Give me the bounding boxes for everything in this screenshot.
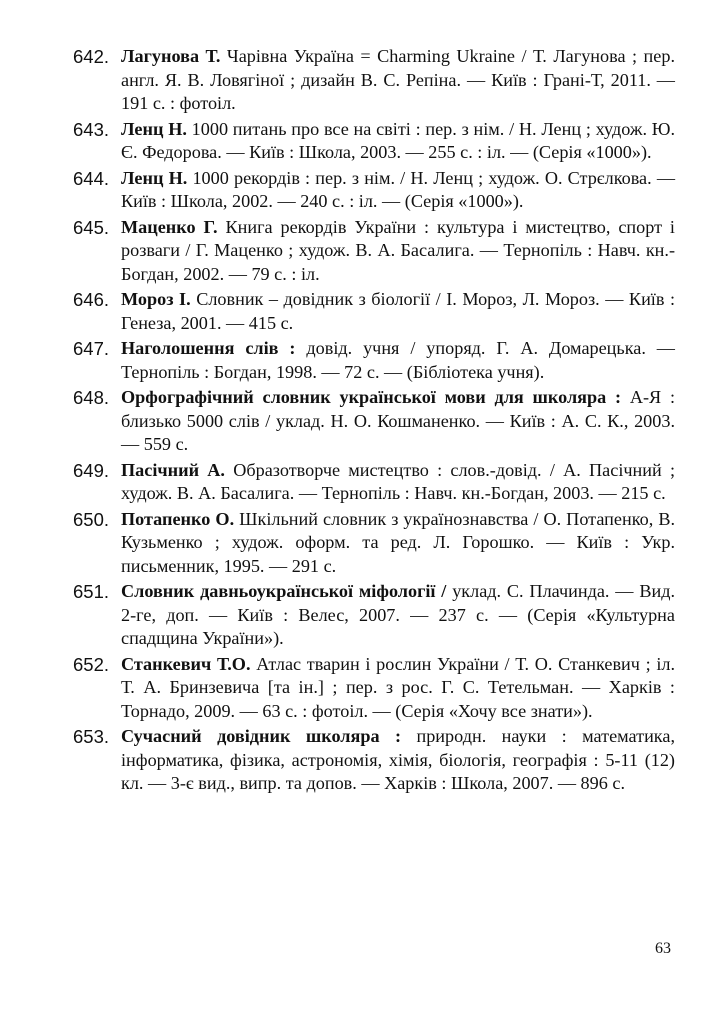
page-number: 63 [655,940,671,957]
bibliography-entry [73,508,675,579]
bibliography-entry [73,337,675,384]
entry-number: 649. [73,459,110,481]
bibliography-entry [73,118,675,165]
entry-number: 642. [73,46,110,67]
bibliography-entry [73,725,675,796]
entry-description: 1000 питань про все на світі : пер. з нім. / Н. Ленц ; худож. Ю. Є. Федорова. — Київ : Школа, 2003. — 255 с. : іл. — (Серія «1000»). [121,118,675,162]
entry-number: 652. [73,653,110,675]
entry-description: А-Я : близько 5000 слів / уклад. Н. О. Кошманенко. — Київ : А. С. К., 2003. — 559 с. [121,387,675,454]
entry-heading: Лагунова Т. [121,46,221,66]
entry-description: Атлас тварин і рослин України / Т. О. Станкевич ; іл. Т. А. Бринзевича [та ін.] ; пер. з рос. Г. С. Тетельман. — Харків : Торнадо, 2009. — 63 с. : фотоіл. — (Серія «Хочу все знати»). [121,653,675,721]
entry-number: 648. [73,387,110,408]
entry-description: Шкільний словник з українознавства / О. Потапенко, В. Кузьменко ; худож. оформ. та ред. Л. Горошко. — Київ : Укр. письменник, 1995. — 291 с. [121,508,675,576]
entry-number: 643. [73,118,110,140]
entry-description: Книга рекордів України : культура і мистецтво, спорт і розваги / Г. Маценко ; худож. В. А. Басалига. — Тернопіль : Навч. кн.-Богдан, 2002. — 79 с. : іл. [121,216,675,284]
entry-number: 647. [73,338,110,359]
bibliography-entry [73,288,675,335]
entry-number: 651. [73,581,110,602]
entry-heading: Орфографічний словник української мови для школяра : [121,387,622,407]
bibliography-entry [73,580,675,651]
entry-heading: Станкевич Т.О. [121,653,251,674]
bibliography-entry [73,45,675,116]
entry-heading: Мороз І. [121,289,191,309]
entry-description: Образотворче мистецтво : слов.-довід. / А. Пасічний ; худож. В. А. Басалига. — Тернопіль : Навч. кн.-Богдан, 2003. — 215 с. [121,459,675,503]
entry-description: Словник – довідник з біології / І. Мороз, Л. Мороз. — Київ : Генеза, 2001. — 415 с. [121,289,676,333]
entry-heading: Ленц Н. [121,167,188,188]
entry-heading: Сучасний довідник школяра : [121,726,402,746]
entry-description: уклад. С. Плачинда. — Вид. 2-ге, доп. — Київ : Велес, 2007. — 237 с. — (Серія «Культурна спадщина України»). [121,581,675,648]
entry-description: довід. учня / упоряд. Г. А. Домарецька. — Тернопіль : Богдан, 1998. — 72 с. — (Бібліотека учня). [121,338,675,382]
entry-heading: Пасічний А. [121,459,225,480]
entry-number: 645. [73,216,110,238]
entry-description: Чарівна Україна = Charming Ukraine / Т. Лагунова ; пер. англ. Я. В. Ловягіної ; дизайн В. С. Репіна. — Київ : Грані-Т, 2011. — 191 с. : фотоіл. [121,46,676,113]
entry-heading: Ленц Н. [121,118,187,139]
entry-number: 653. [73,726,110,747]
entry-description: 1000 рекордів : пер. з нім. / Н. Ленц ; худож. О. Стрєлкова. — Київ : Школа, 2002. — 240 с. : іл. — (Серія «1000»). [121,167,676,211]
entry-number: 650. [73,508,110,530]
bibliography-entry [73,167,675,214]
entry-number: 646. [73,289,110,310]
bibliography-entry [73,386,675,457]
bibliography-entry [73,459,675,506]
bibliography-list [73,45,675,798]
bibliography-entry [73,653,675,724]
entry-heading: Маценко Г. [121,216,218,237]
entry-number: 644. [73,167,110,189]
bibliography-entry [73,216,675,287]
entry-heading: Наголошення слів : [121,338,296,358]
entry-description: природн. науки : математика, інформатика, фізика, астрономія, хімія, біологія, географія : 5-11 (12) кл. — 3-є вид., випр. та допов. — Харків : Школа, 2007. — 896 с. [121,726,675,793]
entry-heading: Словник давньоукраїнської міфології / [121,581,447,601]
entry-heading: Потапенко О. [121,508,235,529]
